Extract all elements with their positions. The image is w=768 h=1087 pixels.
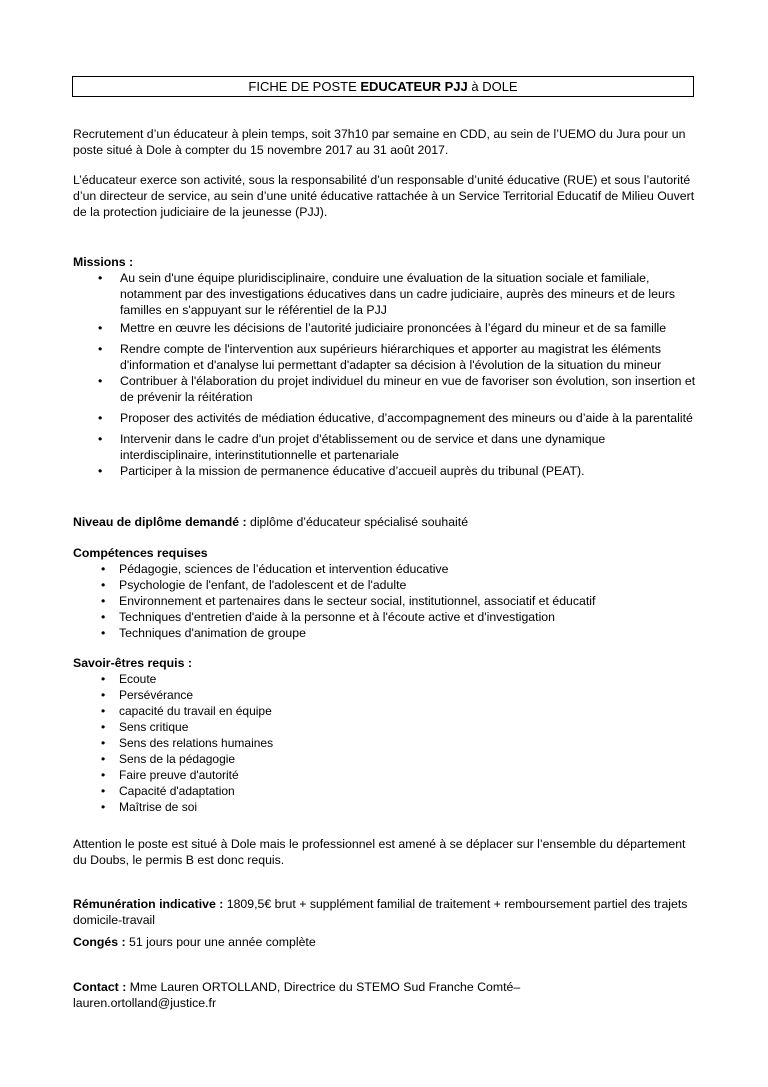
contact-value: Mme Lauren ORTOLLAND, Directrice du STEMO Sud Franche Comté– [126,980,521,994]
list-item: • Ecoute [73,671,698,687]
remuneration-line [73,896,698,928]
savoir-list [73,671,698,815]
competences-section [73,545,698,641]
missions-heading: Missions : [73,255,134,269]
intro-paragraph-1: Recrutement d’un éducateur à plein temps, soit 37h10 par semaine en CDD, au sein de l’UEMO du Jura pour un poste situé à Dole à compter du 15 novembre 2017 au 31 août 2017. [73,127,686,157]
missions-list [73,270,698,479]
diplome-label: Niveau de diplôme demandé : [73,515,247,529]
diplome-line [73,514,698,530]
intro-paragraph-2: L’éducateur exerce son activité, sous la responsabilité d’un responsable d’unité éducative (RUE) et sous l’autorité d’un directeur de service, au sein d’une unité éducative rattachée à un Service Territorial Educatif de Milieu Ouvert de la protection judiciaire de la jeunesse (PJJ). [73,173,695,219]
conges-line [73,934,698,950]
competences-list [73,561,698,641]
list-item: • Sens de la pédagogie [73,751,698,767]
list-item: • Rendre compte de l'intervention aux supérieurs hiérarchiques et apporter au magistrat les éléments d'information et d'analyse lui permettant d'adapter sa décision à l'évolution de la situation du mineur [73,341,698,373]
list-item: • Intervenir dans le cadre d'un projet d'établissement ou de service et dans une dynamique interdisciplinaire, interinstitutionnelle et partenariale [73,431,698,463]
remuneration-label: Rémunération indicative : [73,897,224,911]
savoir-heading: Savoir-êtres requis : [73,656,192,670]
competences-heading: Compétences requises [73,546,208,560]
list-item: • Au sein d'une équipe pluridisciplinaire, conduire une évaluation de la situation sociale et familiale, notamment par des investigations éducatives dans un cadre judiciaire, auprès des mineurs et de leurs familles en s'appuyant sur le référentiel de la PJJ [73,270,698,318]
title-bold: EDUCATEUR PJJ [360,79,468,94]
title-suffix: à DOLE [467,79,518,94]
list-item: • Sens critique [73,719,698,735]
remuneration-value: 1809,5€ brut + supplément familial de traitement + remboursement partiel des trajets domicile-travail [73,897,688,927]
list-item: • Participer à la mission de permanence éducative d’accueil auprès du tribunal (PEAT). [73,463,698,479]
missions-section [73,254,698,479]
list-item: • Maîtrise de soi [73,799,698,815]
contact-email: lauren.ortolland@justice.fr [73,996,217,1010]
contact-line [73,979,698,1011]
attention-paragraph: Attention le poste est situé à Dole mais le professionnel est amené à se déplacer sur l’ensemble du département du Doubs, le permis B est donc requis. [73,837,686,867]
list-item: • Environnement et partenaires dans le secteur social, institutionnel, associatif et éducatif [73,593,698,609]
list-item: • Mettre en œuvre les décisions de l’autorité judiciaire prononcées à l’égard du mineur et de sa famille [73,320,698,336]
page-title [72,76,694,97]
list-item: • Sens des relations humaines [73,735,698,751]
list-item: • Capacité d'adaptation [73,783,698,799]
conges-label: Congés : [73,935,126,949]
list-item: • Persévérance [73,687,698,703]
savoir-section [73,655,698,815]
list-item: • Faire preuve d'autorité [73,767,698,783]
conges-value: 51 jours pour une année complète [125,935,316,949]
list-item: • capacité du travail en équipe [73,703,698,719]
title-prefix: FICHE DE POSTE [248,79,361,94]
list-item: • Techniques d'entretien d'aide à la personne et à l'écoute active et d'investigation [73,609,698,625]
diplome-value: diplôme d’éducateur spécialisé souhaité [246,515,469,529]
list-item: • Proposer des activités de médiation éducative, d’accompagnement des mineurs ou d’aide à la parentalité [73,410,698,426]
list-item: • Contribuer à l'élaboration du projet individuel du mineur en vue de favoriser son évolution, son insertion et de prévenir la réitération [73,373,698,405]
list-item: • Techniques d'animation de groupe [73,625,698,641]
list-item: • Pédagogie, sciences de l’éducation et intervention éducative [73,561,698,577]
contact-label: Contact : [73,980,127,994]
list-item: • Psychologie de l'enfant, de l'adolescent et de l'adulte [73,577,698,593]
